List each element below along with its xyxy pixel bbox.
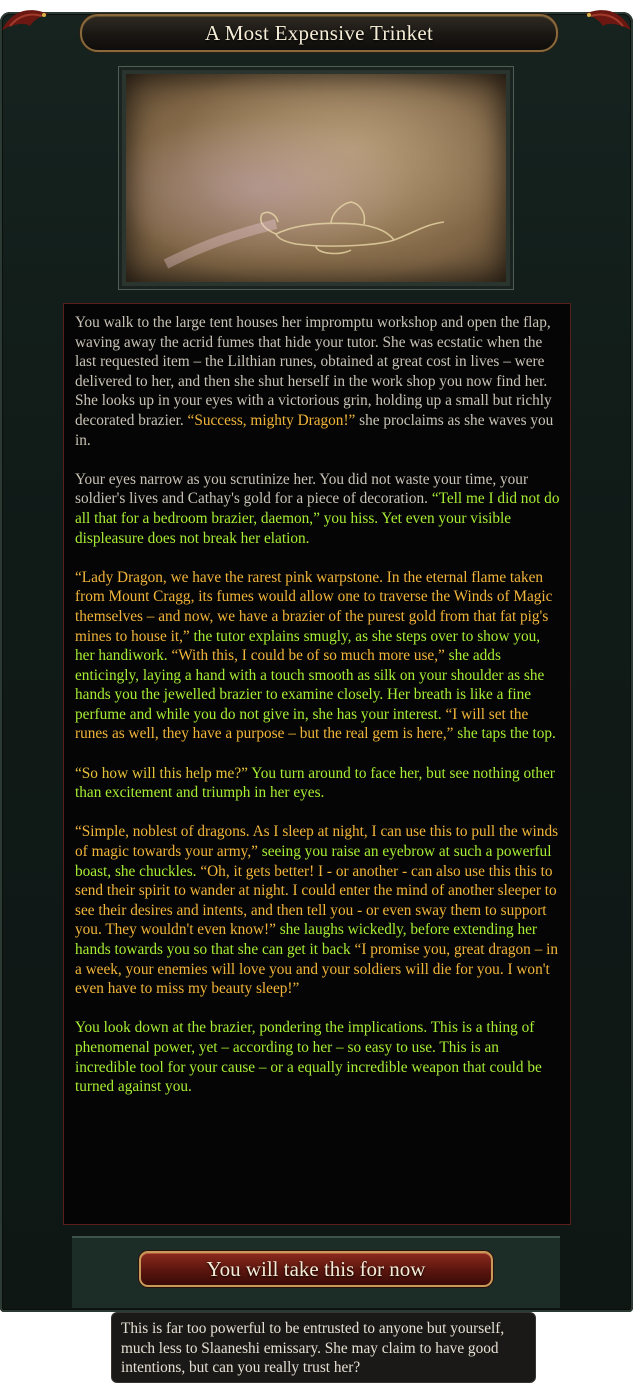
story-paragraph: [75, 764, 560, 803]
story-paragraph: [75, 1018, 560, 1096]
dialogue-speech: “Tell me I did not do all that for a bedroom brazier, daemon,” you hiss. Yet even your visible displeasure does not break her elation.: [75, 490, 560, 547]
dragon-ornament-left-icon: [0, 0, 70, 40]
story-paragraph: [75, 313, 560, 450]
event-title-bar: [80, 14, 558, 52]
choice-button-label: You will take this for now: [206, 1256, 426, 1281]
dialogue-quote: “Success, mighty Dragon!”: [187, 411, 356, 429]
narration-text: Your eyes narrow as you scrutinize her. You did not waste your time, your soldier's lives and Cathay's gold for a piece of decoration.: [75, 470, 529, 508]
golden-lamp-icon: [126, 74, 506, 282]
dialogue-speech: she laughs wickedly, before extending her hands towards you so that she can get it back: [75, 921, 537, 958]
event-illustration-frame: [118, 66, 514, 290]
dialogue-speech: You look down at the brazier, pondering the implications. This is a thing of phenomenal power, yet – according to her – so easy to use. This is an incredible tool for your cause – or a equally incredible weapon that could be turned against you.: [75, 1019, 542, 1096]
dialogue-quote: “So how will this help me?”: [75, 764, 248, 782]
dialogue-quote: “With this, I could be of so much more use,”: [171, 647, 445, 665]
story-paragraph: [75, 568, 560, 744]
event-title: A Most Expensive Trinket: [204, 20, 434, 45]
event-illustration: [126, 74, 506, 282]
story-text-box: [63, 303, 571, 1225]
dialogue-speech: You turn around to face her, but see nothing other than excitement and triumph in her eyes.: [75, 764, 555, 802]
dialogue-speech: she taps the top.: [457, 725, 556, 743]
narration-text: You walk to the large tent houses her impromptu workshop and open the flap, waving away the acrid fumes that hide your tutor. She was ecstatic when the last requested item – the Lilthian runes, obtained at great cost in lives – were delivered to her, and then she shut herself in the work shop you now find her. She looks up in your eyes with a victorious grin, holding up a small but richly decorated brazier.: [75, 314, 552, 429]
story-paragraph: [75, 822, 560, 998]
dialogue-quote: “Simple, noblest of dragons. As I sleep at night, I can use this to pull the winds of magic towards your army,”: [75, 823, 559, 861]
dialogue-speech: she adds enticingly, laying a hand with a touch smooth as silk on your shoulder as she hands you the jewelled brazier to examine closely. Her breath is like a fine perfume and while you do not give in, she has your interest.: [75, 647, 545, 723]
dialogue-quote: “Lady Dragon, we have the rarest pink warpstone. In the eternal flame taken from Mount Cragg, its fumes would allow one to traverse the Winds of Magic themselves – and now, we have a brazier of the purest gold from that fat pig's mines to house it,”: [75, 568, 553, 645]
dialogue-quote: “I promise you, great dragon – in a week, your enemies will love you and your soldiers will die for you. I won't even have to miss my beauty sleep!”: [75, 941, 559, 998]
story-paragraph: [75, 470, 560, 548]
tooltip-text: This is far too powerful to be entrusted to anyone but yourself, much less to Slaaneshi emissary. She may claim to have good intentions, but can you really trust her?: [121, 1320, 505, 1377]
narration-text: she proclaims as she waves you in.: [75, 411, 554, 449]
dragon-ornament-right-icon: [563, 0, 633, 40]
dialogue-quote: “I will set the runes as well, they have a purpose – but the real gem is here,”: [75, 705, 529, 743]
dialogue-speech: seeing you raise an eyebrow at such a powerful boast, she chuckles.: [75, 843, 552, 880]
dialogue-quote: “Oh, it gets better! I - or another - can also use this this to send their spirit to wander at night. I could enter the mind of another sleeper to see their desires and intents, and then tell you - or even sway them to support you. They wouldn't even know!”: [75, 862, 557, 939]
dialogue-speech: the tutor explains smugly, as she steps over to show you, her handiwork.: [75, 627, 541, 665]
choice-button-take[interactable]: [139, 1251, 493, 1287]
choice-tooltip: [111, 1312, 536, 1383]
